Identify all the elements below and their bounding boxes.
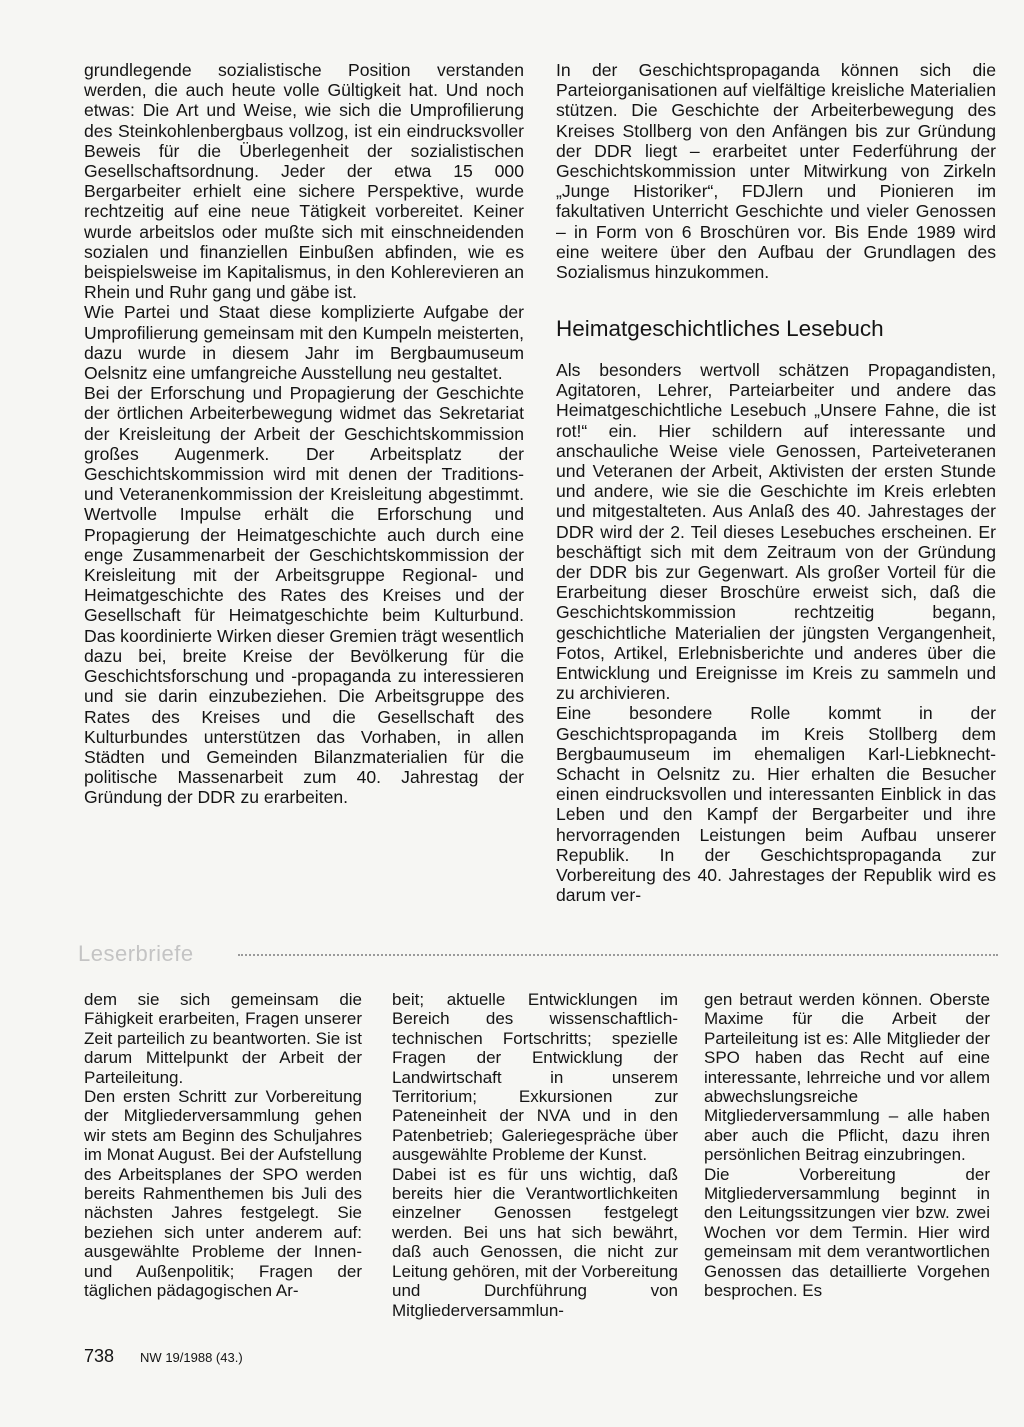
- article-paragraph: Eine besondere Rolle kommt in der Geschichtspropaganda im Kreis Stollberg dem Bergbaumuseum im ehemaligen Karl-Liebknecht-Schacht in Oelsnitz zu. Hier erhalten die Besucher einen eindrucksvollen und interessanten Einblick in das Leben und den Kampf der Bergarbeiter und ihre hervorragenden Leistungen beim Aufbau unserer Republik. In der Geschichtspropaganda zur Vorbereitung des 40. Jahrestages der Republik wird es darum ver-: [556, 703, 996, 906]
- letter-paragraph: Den ersten Schritt zur Vorbereitung der Mitgliederversammlung gehen wir stets am Beginn des Schuljahres im Monat August. Bei der Aufstellung des Arbeitsplanes der SPO werden bereits Rahmenthemen bis Juli des nächsten Jahres festgelegt. Sie beziehen sich unter anderem auf: ausgewählte Probleme der Innen- und Außenpolitik; Fragen der täglichen pädagogischen Ar-: [84, 1087, 362, 1301]
- letters-section-label: Leserbriefe: [78, 941, 194, 966]
- article-column-1: [84, 60, 524, 808]
- letters-column-1: [84, 990, 362, 1301]
- letter-paragraph: gen betraut werden können. Oberste Maxime für die Arbeit der Parteileitung ist es: Alle Mitglieder der SPO haben das Recht auf eine interessante, lehrreiche und vor allem abwechslungsreiche Mitgliederversammlung – alle haben aber auch die Pflicht, dazu ihren persönlichen Beitrag einzubringen.: [704, 990, 990, 1165]
- section-heading: Heimatgeschichtliches Lesebuch: [556, 316, 884, 341]
- page-number: 738: [84, 1346, 115, 1366]
- letter-paragraph: beit; aktuelle Entwicklungen im Bereich des wissenschaftlich-technischen Fortschritts; spezielle Fragen der Entwicklung der Landwirtschaft in unserem Territorium; Exkursionen zur Pateneinheit der NVA und in den Patenbetrieb; Galeriegespräche über ausgewählte Probleme der Kunst.: [392, 990, 678, 1165]
- page-footer: [84, 1346, 243, 1370]
- article-paragraph: Bei der Erforschung und Propagierung der Geschichte der örtlichen Arbeiterbewegung widmet das Sekretariat der Kreisleitung der Arbeit der Geschichtskommission großes Augenmerk. Der Arbeitsplatz der Geschichtskommission wird mit denen der Traditions- und Veteranenkommission der Kreisleitung abgestimmt. Wertvolle Impulse erhält die Erforschung und Propagierung der Heimatgeschichte auch durch eine enge Zusammenarbeit der Geschichtskommission der Kreisleitung mit der Arbeitsgruppe Regional- und Heimatgeschichte des Rates des Kreises und der Gesellschaft für Heimatgeschichte beim Kulturbund. Das koordinierte Wirken dieser Gremien trägt wesentlich dazu bei, breite Kreise der Bevölkerung für die Geschichtsforschung und -propaganda zu interessieren und sie darin einzubeziehen. Die Arbeitsgruppe des Rates des Kreises und die Gesellschaft des Kulturbundes unterstützen das Vorhaben, in allen Städten und Gemeinden Bilanzmaterialien für die politische Massenarbeit zum 40. Jahrestag der Gründung der DDR zu erarbeiten.: [84, 383, 525, 808]
- letter-paragraph: Die Vorbereitung der Mitgliederversammlung beginnt in den Leitungssitzungen vier bzw. zwei Wochen vor dem Termin. Hier wird gemeinsam mit dem verantwortlichen Genossen das detaillierte Vorgehen besprochen. Es: [704, 1164, 990, 1301]
- article-paragraph: In der Geschichtspropaganda können sich die Parteiorganisationen auf vielfältige kreisliche Materialien stützen. Die Geschichte der Arbeiterbewegung des Kreises Stollberg von den Anfängen bis zur Gründung der DDR liegt – erarbeitet unter Federführung der Geschichtskommission unter Mitwirkung von Zirkeln „Junge Historiker“, FDJlern und Pionieren im fakultativen Unterricht Geschichte und vieler Genossen – in Form von 6 Broschüren vor. Bis Ende 1989 wird eine weitere über den Aufbau der Grundlagen des Sozialismus hinzukommen.: [556, 60, 996, 283]
- letters-column-2: [392, 990, 678, 1320]
- letter-paragraph: Dabei ist es für uns wichtig, daß bereits hier die Verantwortlichkeiten einzelner Genossen festgelegt werden. Bei uns hat sich bewährt, daß auch Genossen, die nicht zur Leitung gehören, mit der Vorbereitung und Durchführung von Mitgliederversammlun-: [392, 1164, 678, 1320]
- letters-section-bar: [78, 940, 998, 970]
- article-column-2-continued: [556, 360, 996, 905]
- article-paragraph: grundlegende sozialistische Position verstanden werden, die auch heute volle Gültigkeit hat. Und noch etwas: Die Art und Weise, wie sich die Umprofilierung des Steinkohlenbergbaus vollzog, ist ein eindrucksvoller Beweis für die Überlegenheit der sozialistischen Gesellschaftsordnung. Jeder der etwa 15 000 Bergarbeiter erhielt eine sichere Perspektive, wurde rechtzeitig auf eine neue Tätigkeit vorbereitet. Keiner wurde arbeitslos oder mußte sich mit einschneidenden sozialen und finanziellen Einbußen abfinden, wie es beispielsweise im Kapitalismus, in den Kohlerevieren an Rhein und Ruhr gang und gäbe ist.: [84, 60, 524, 303]
- article-column-2: [556, 60, 996, 282]
- issue-reference: NW 19/1988 (43.): [140, 1350, 243, 1365]
- letter-paragraph: dem sie sich gemeinsam die Fähigkeit erarbeiten, Fragen unserer Zeit parteilich zu beantworten. Sie ist darum Mittelpunkt der Arbeit der Parteileitung.: [84, 990, 362, 1087]
- article-paragraph: Als besonders wertvoll schätzen Propagandisten, Agitatoren, Lehrer, Parteiarbeiter und andere das Heimatgeschichtliche Lesebuch „Unsere Fahne, die ist rot!“ ein. Hier schildern auf interessante und anschauliche Weise viele Genossen, Parteiveteranen und Veteranen der Arbeit, Aktivisten der ersten Stunde und andere, wie sie die Geschichte im Kreis erlebten und mitgestalteten. Aus Anlaß des 40. Jahrestages der DDR wird der 2. Teil dieses Lesebuches erscheinen. Er beschäftigt sich mit dem Zeitraum von der Gründung der DDR bis zur Gegenwart. Als großer Vorteil für die Erarbeitung dieser Broschüre erweist sich, daß die Geschichtskommission rechtzeitig begann, geschichtliche Materialien der jüngsten Vergangenheit, Fotos, Artikel, Erlebnisberichte und anderes über die Entwicklung und Ereignisse im Kreis zu sammeln und zu archivieren.: [556, 360, 996, 704]
- letters-column-3: [704, 990, 990, 1301]
- article-paragraph: Wie Partei und Staat diese komplizierte Aufgabe der Umprofilierung gemeinsam mit den Kumpeln meisterten, dazu wurde in diesem Jahr im Bergbaumuseum Oelsnitz eine umfangreiche Ausstellung neu gestaltet.: [84, 302, 524, 384]
- section-divider: [238, 954, 998, 956]
